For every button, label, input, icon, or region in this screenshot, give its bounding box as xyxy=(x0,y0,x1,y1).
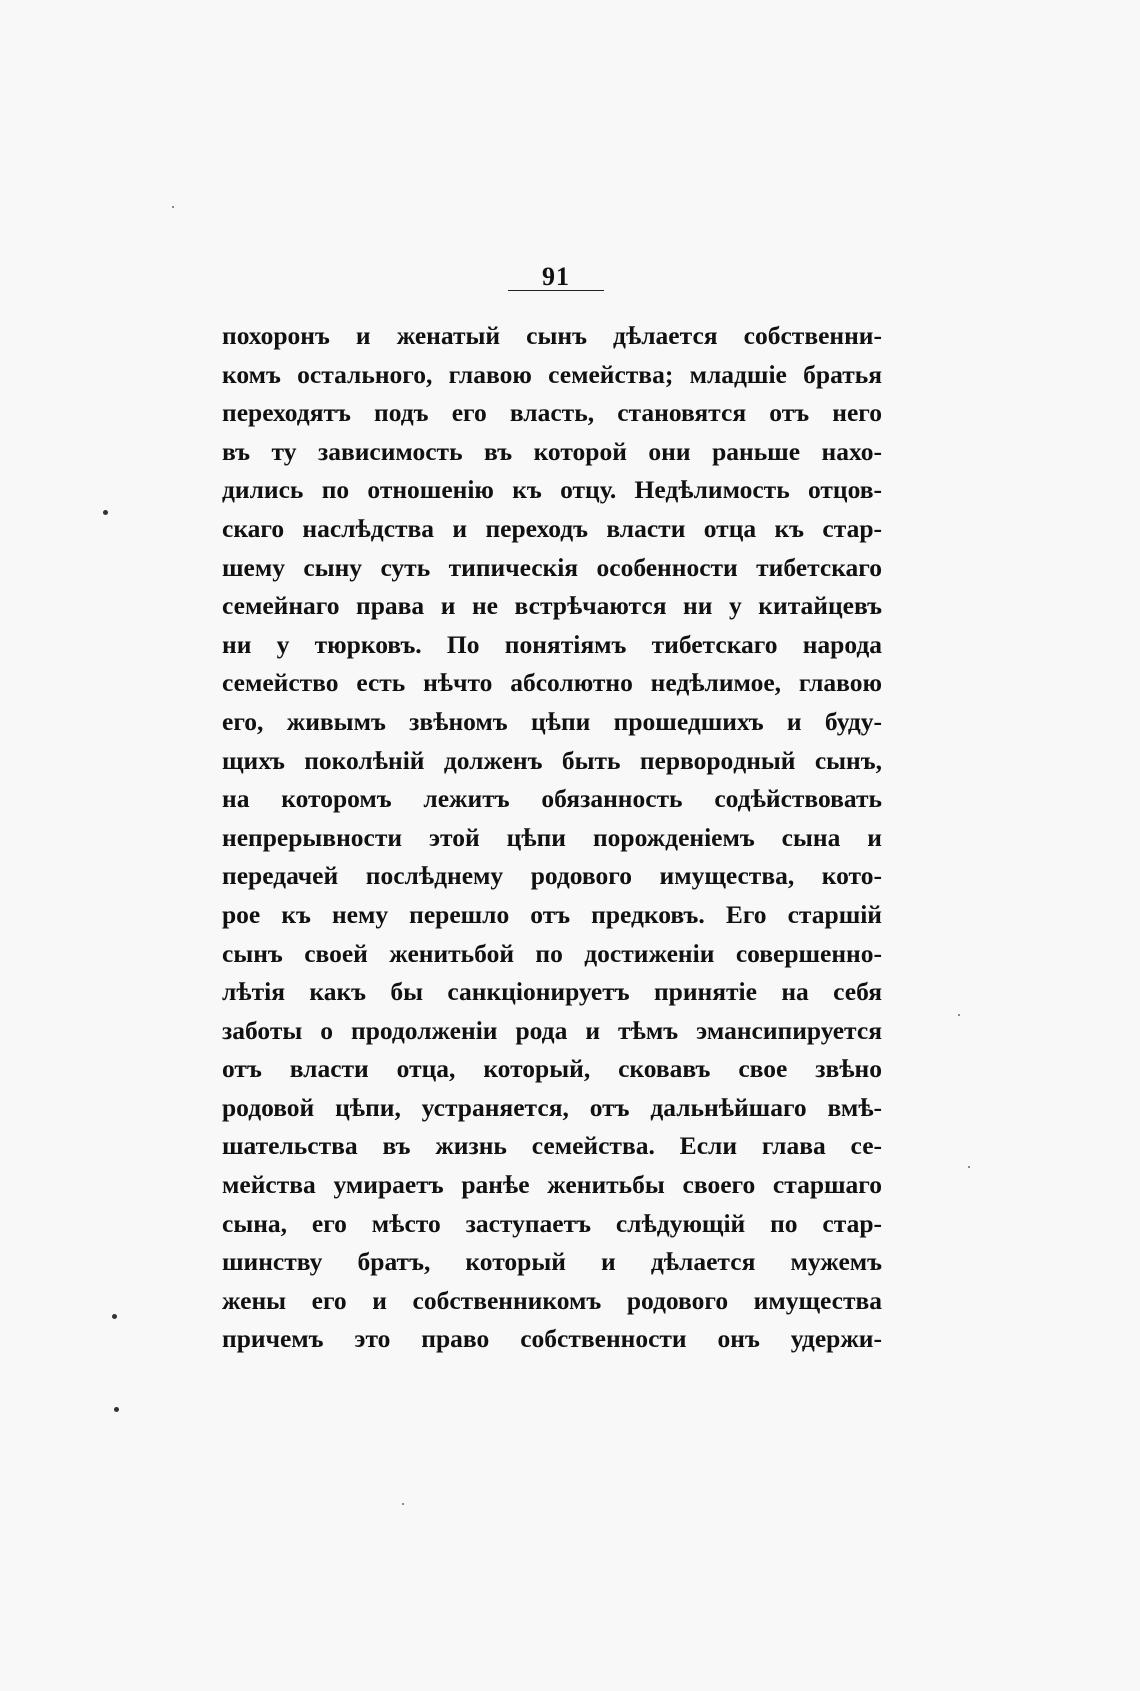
text-line: скаго наслѣдства и переходъ власти отца къ стар- xyxy=(222,513,882,543)
scan-speck xyxy=(114,1407,119,1412)
text-line: семейнаго права и не встрѣчаются ни у китайцевъ xyxy=(222,591,882,621)
text-line: заботы о продолженіи рода и тѣмъ эмансипируется xyxy=(222,1015,882,1045)
body-text xyxy=(222,317,882,1359)
text-line: шательства въ жизнь семейства. Если глава се- xyxy=(222,1131,882,1161)
scan-speck xyxy=(103,510,108,515)
text-line: его, живымъ звѣномъ цѣпи прошедшихъ и буду- xyxy=(222,706,882,736)
text-line: щихъ поколѣній долженъ быть перворoдный сынъ, xyxy=(222,745,882,775)
text-line: сына, его мѣсто заступаетъ слѣдующій по стар- xyxy=(222,1208,882,1238)
text-line: непрерывности этой цѣпи порожденіемъ сына и xyxy=(222,822,882,852)
text-line: на которомъ лежитъ обязанность содѣйствовать xyxy=(222,784,882,814)
text-line: передачей послѣднему родового имущества, кото- xyxy=(222,861,882,891)
scan-speck xyxy=(112,1314,117,1319)
text-line: родовой цѣпи, устраняется, отъ дальнѣйшаго вмѣ- xyxy=(222,1092,882,1122)
text-line: причемъ это право собственности онъ удержи- xyxy=(222,1324,882,1354)
text-line: дились по отношенію къ отцу. Недѣлимость отцов- xyxy=(222,475,882,505)
text-line: семейство есть нѣчто абсолютно недѣлимое, главою xyxy=(222,668,882,698)
scan-speck xyxy=(402,1503,404,1505)
text-line: ни у тюрковъ. По понятіямъ тибетскаго народа xyxy=(222,629,882,659)
text-line: въ ту зависимость въ которой они раньше нахо- xyxy=(222,436,882,466)
scan-speck xyxy=(958,1014,960,1016)
text-line: лѣтія какъ бы санкціонируетъ принятіе на себя xyxy=(222,977,882,1007)
page-number: 91 xyxy=(542,262,570,291)
text-line: похоронъ и женатый сынъ дѣлается собственни- xyxy=(222,321,882,350)
text-line: отъ власти отца, который, сковавъ свое звѣно xyxy=(222,1054,882,1084)
text-line: рое къ нему перешло отъ предковъ. Его старшій xyxy=(222,899,882,929)
text-line: шинству братъ, который и дѣлается мужемъ xyxy=(222,1247,882,1277)
text-line: переходятъ подъ его власть, становятся отъ него xyxy=(222,398,882,428)
text-line: комъ остального, главою семейства; младшіе братья xyxy=(222,359,882,389)
scan-speck xyxy=(172,206,174,208)
text-line: сынъ своей женитьбой по достиженіи совершенно- xyxy=(222,938,882,968)
page-number-rule xyxy=(508,290,604,291)
text-line: шему сыну суть типическія особенности тибетскаго xyxy=(222,552,882,582)
text-line: жены его и собственникомъ родового имущества xyxy=(222,1285,882,1315)
text-line: мейства умираетъ ранѣе женитьбы своего старшаго xyxy=(222,1170,882,1200)
scan-speck xyxy=(968,1166,970,1168)
